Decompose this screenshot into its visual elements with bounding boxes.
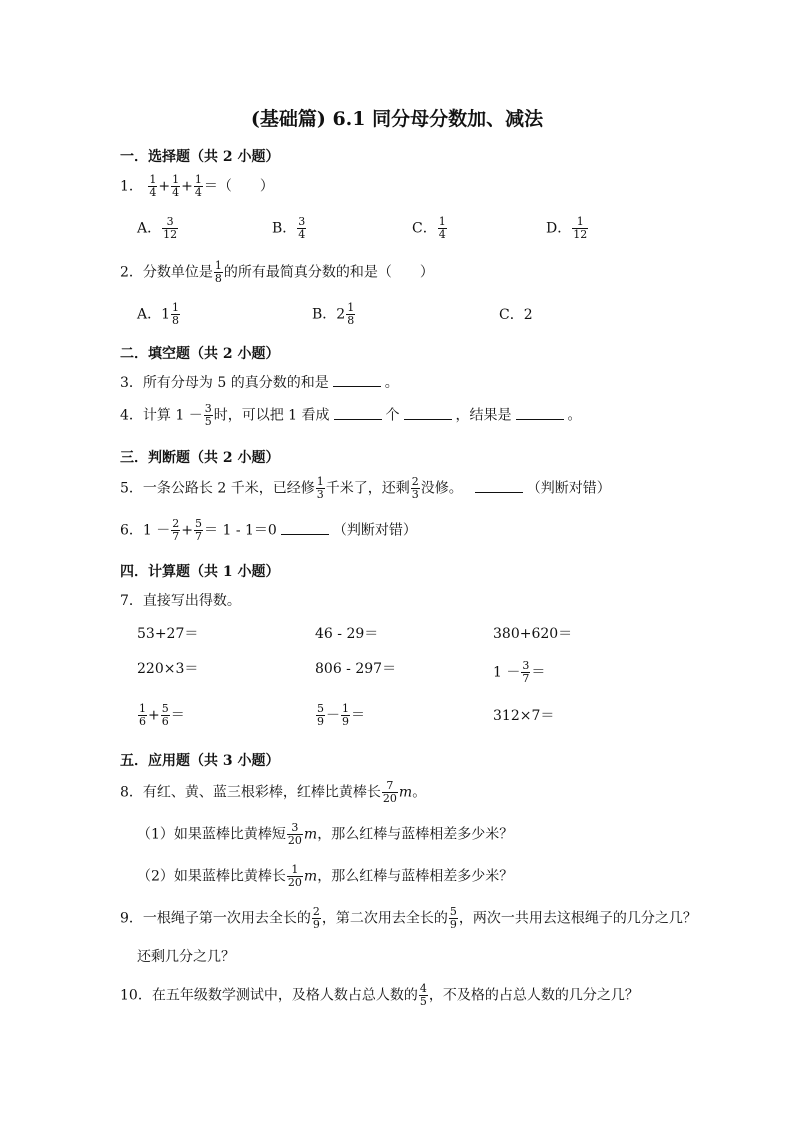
calc-item: 806 - 297＝	[315, 661, 397, 677]
question-9-line-2: 还剩几分之几？	[137, 949, 235, 965]
answer-blank[interactable]	[281, 520, 329, 535]
fraction: $\frac{1}{4}$	[194, 173, 202, 199]
question-8-part-2: （2）如果蓝棒比黄棒长 $\frac{1}{20}$ m，那么红棒与蓝棒相差多少米？	[137, 863, 514, 889]
calc-item: 220×3＝	[137, 661, 199, 677]
q2-option-a[interactable]: A．1 $\frac{1}{8}$	[137, 301, 180, 327]
answer-blank[interactable]	[333, 372, 381, 387]
calc-item: 46 - 29＝	[315, 626, 379, 642]
question-7: 7．直接写出得数。	[120, 593, 241, 609]
question-3: 3．所有分母为 5 的真分数的和是 。	[120, 372, 399, 393]
question-2: 2．分数单位是 $\frac{1}{8}$ 的所有最简真分数的和是（ ）	[120, 259, 434, 285]
section-heading-application: 五．应用题（共 3 小题）	[120, 753, 280, 769]
section-heading-fill: 二．填空题（共 2 小题）	[120, 346, 280, 362]
fraction: $\frac{1}{4}$	[172, 173, 180, 199]
question-4: 4．计算 1 － $\frac{3}{5}$ 时，可以把 1 看成 个 ，结果是 。	[120, 402, 582, 428]
calc-item: $\frac{5}{9}$ － $\frac{1}{9}$ ＝	[317, 702, 365, 728]
question-9: 9．一根绳子第一次用去全长的 $\frac{2}{9}$ ，第二次用去全长的 $\frac{5}{9}$ ，两次一共用去这根绳子的几分之几？	[120, 905, 697, 931]
calc-item: 53+27＝	[137, 626, 199, 642]
answer-blank[interactable]	[334, 405, 382, 420]
fraction: $\frac{1}{4}$	[149, 173, 157, 199]
answer-blank[interactable]	[516, 405, 564, 420]
answer-blank[interactable]	[404, 405, 452, 420]
q1-option-c[interactable]: C． $\frac{1}{4}$	[412, 215, 446, 241]
section-heading-judge: 三．判断题（共 2 小题）	[120, 450, 280, 466]
calc-item: $\frac{1}{6}$ + $\frac{5}{6}$ ＝	[139, 702, 185, 728]
q2-option-b[interactable]: B．2 $\frac{1}{8}$	[312, 301, 355, 327]
calc-item: 380+620＝	[493, 626, 573, 642]
section-heading-choice: 一．选择题（共 2 小题）	[120, 149, 280, 165]
page-title: (基础篇) 6.1 同分母分数加、减法	[250, 108, 544, 130]
question-8-part-1: （1）如果蓝棒比黄棒短 $\frac{3}{20}$ m，那么红棒与蓝棒相差多少米？	[137, 821, 514, 847]
calc-item: 312×7＝	[493, 708, 555, 724]
question-1: 1． $\frac{1}{4}$ + $\frac{1}{4}$ + $\frac{1}{4}$ ＝（ ）	[120, 173, 274, 199]
q1-option-d[interactable]: D． $\frac{1}{12}$	[546, 215, 588, 241]
section-heading-calc: 四．计算题（共 1 小题）	[120, 564, 280, 580]
q1-option-b[interactable]: B． $\frac{3}{4}$	[272, 215, 306, 241]
question-8: 8．有红、黄、蓝三根彩棒，红棒比黄棒长 $\frac{7}{20}$ m。	[120, 779, 427, 805]
question-5: 5．一条公路长 2 千米，已经修 $\frac{1}{3}$ 千米了，还剩 $\frac{2}{3}$ 没修。 （判断对错）	[120, 475, 611, 501]
q2-option-c[interactable]: C．2	[499, 307, 533, 323]
answer-blank[interactable]	[475, 478, 523, 493]
question-10: 10．在五年级数学测试中，及格人数占总人数的 $\frac{4}{5}$ ，不及格的占总人数的几分之几？	[120, 982, 639, 1008]
q1-option-a[interactable]: A． $\frac{3}{12}$	[137, 215, 178, 241]
question-6: 6．1 － $\frac{2}{7}$ + $\frac{5}{7}$ ＝ 1 - 1＝0 （判断对错）	[120, 517, 417, 543]
calc-item: 1 － $\frac{3}{7}$ ＝	[493, 659, 546, 685]
